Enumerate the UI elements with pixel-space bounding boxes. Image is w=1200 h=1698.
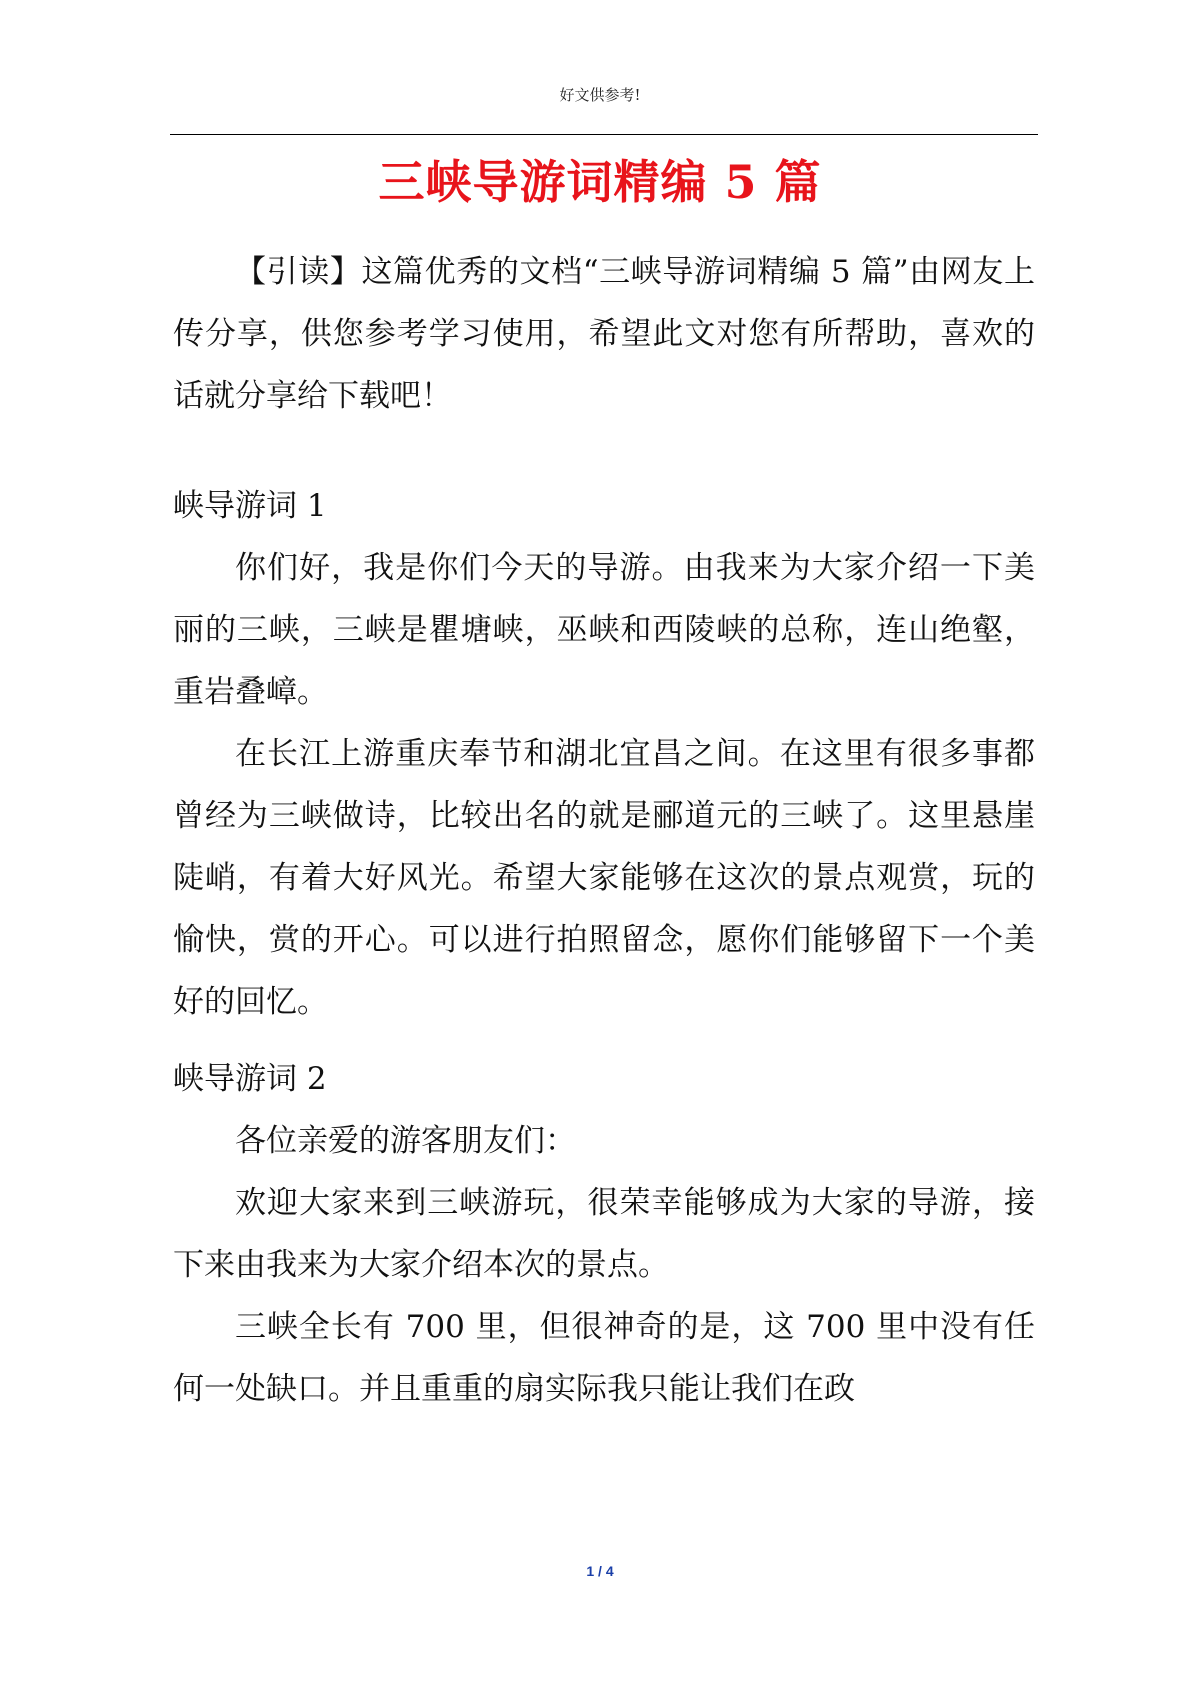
intro-paragraph: 【引读】这篇优秀的文档“三峡导游词精编 5 篇”由网友上传分享，供您参考学习使用，希望此文对您有所帮助，喜欢的话就分享给下载吧！ — [173, 254, 1035, 414]
section-2-paragraph-3: 三峡全长有 700 里，但很神奇的是，这 700 里中没有任何一处缺口。并且重重的扇实际我只能让我们在政 — [173, 1309, 1035, 1407]
header-divider — [170, 134, 1038, 135]
section-2-heading: 峡导游词 2 — [173, 1061, 327, 1097]
section-1 — [173, 475, 1035, 1033]
section-2 — [173, 1048, 1035, 1420]
section-2-paragraph-2: 欢迎大家来到三峡游玩，很荣幸能够成为大家的导游，接下来由我来为大家介绍本次的景点。 — [173, 1185, 1035, 1283]
section-2-paragraph-1: 各位亲爱的游客朋友们： — [235, 1123, 576, 1159]
page-indicator: 1 / 4 — [586, 1563, 614, 1579]
section-1-heading: 峡导游词 1 — [173, 488, 327, 524]
section-1-paragraph-2: 在长江上游重庆奉节和湖北宜昌之间。在这里有很多事都曾经为三峡做诗，比较出名的就是郦道元的三峡了。这里悬崖陡峭，有着大好风光。希望大家能够在这次的景点观赏，玩的愉快，赏的开心。可以进行拍照留念，愿你们能够留下一个美好的回忆。 — [173, 736, 1035, 1020]
document-title: 三峡导游词精编 5 篇 — [378, 155, 822, 209]
section-1-paragraph-1: 你们好，我是你们今天的导游。由我来为大家介绍一下美丽的三峡，三峡是瞿塘峡，巫峡和西陵峡的总称，连山绝壑，重岩叠嶂。 — [173, 550, 1035, 710]
header-note: 好文供参考! — [559, 86, 641, 104]
intro-block — [173, 241, 1035, 427]
